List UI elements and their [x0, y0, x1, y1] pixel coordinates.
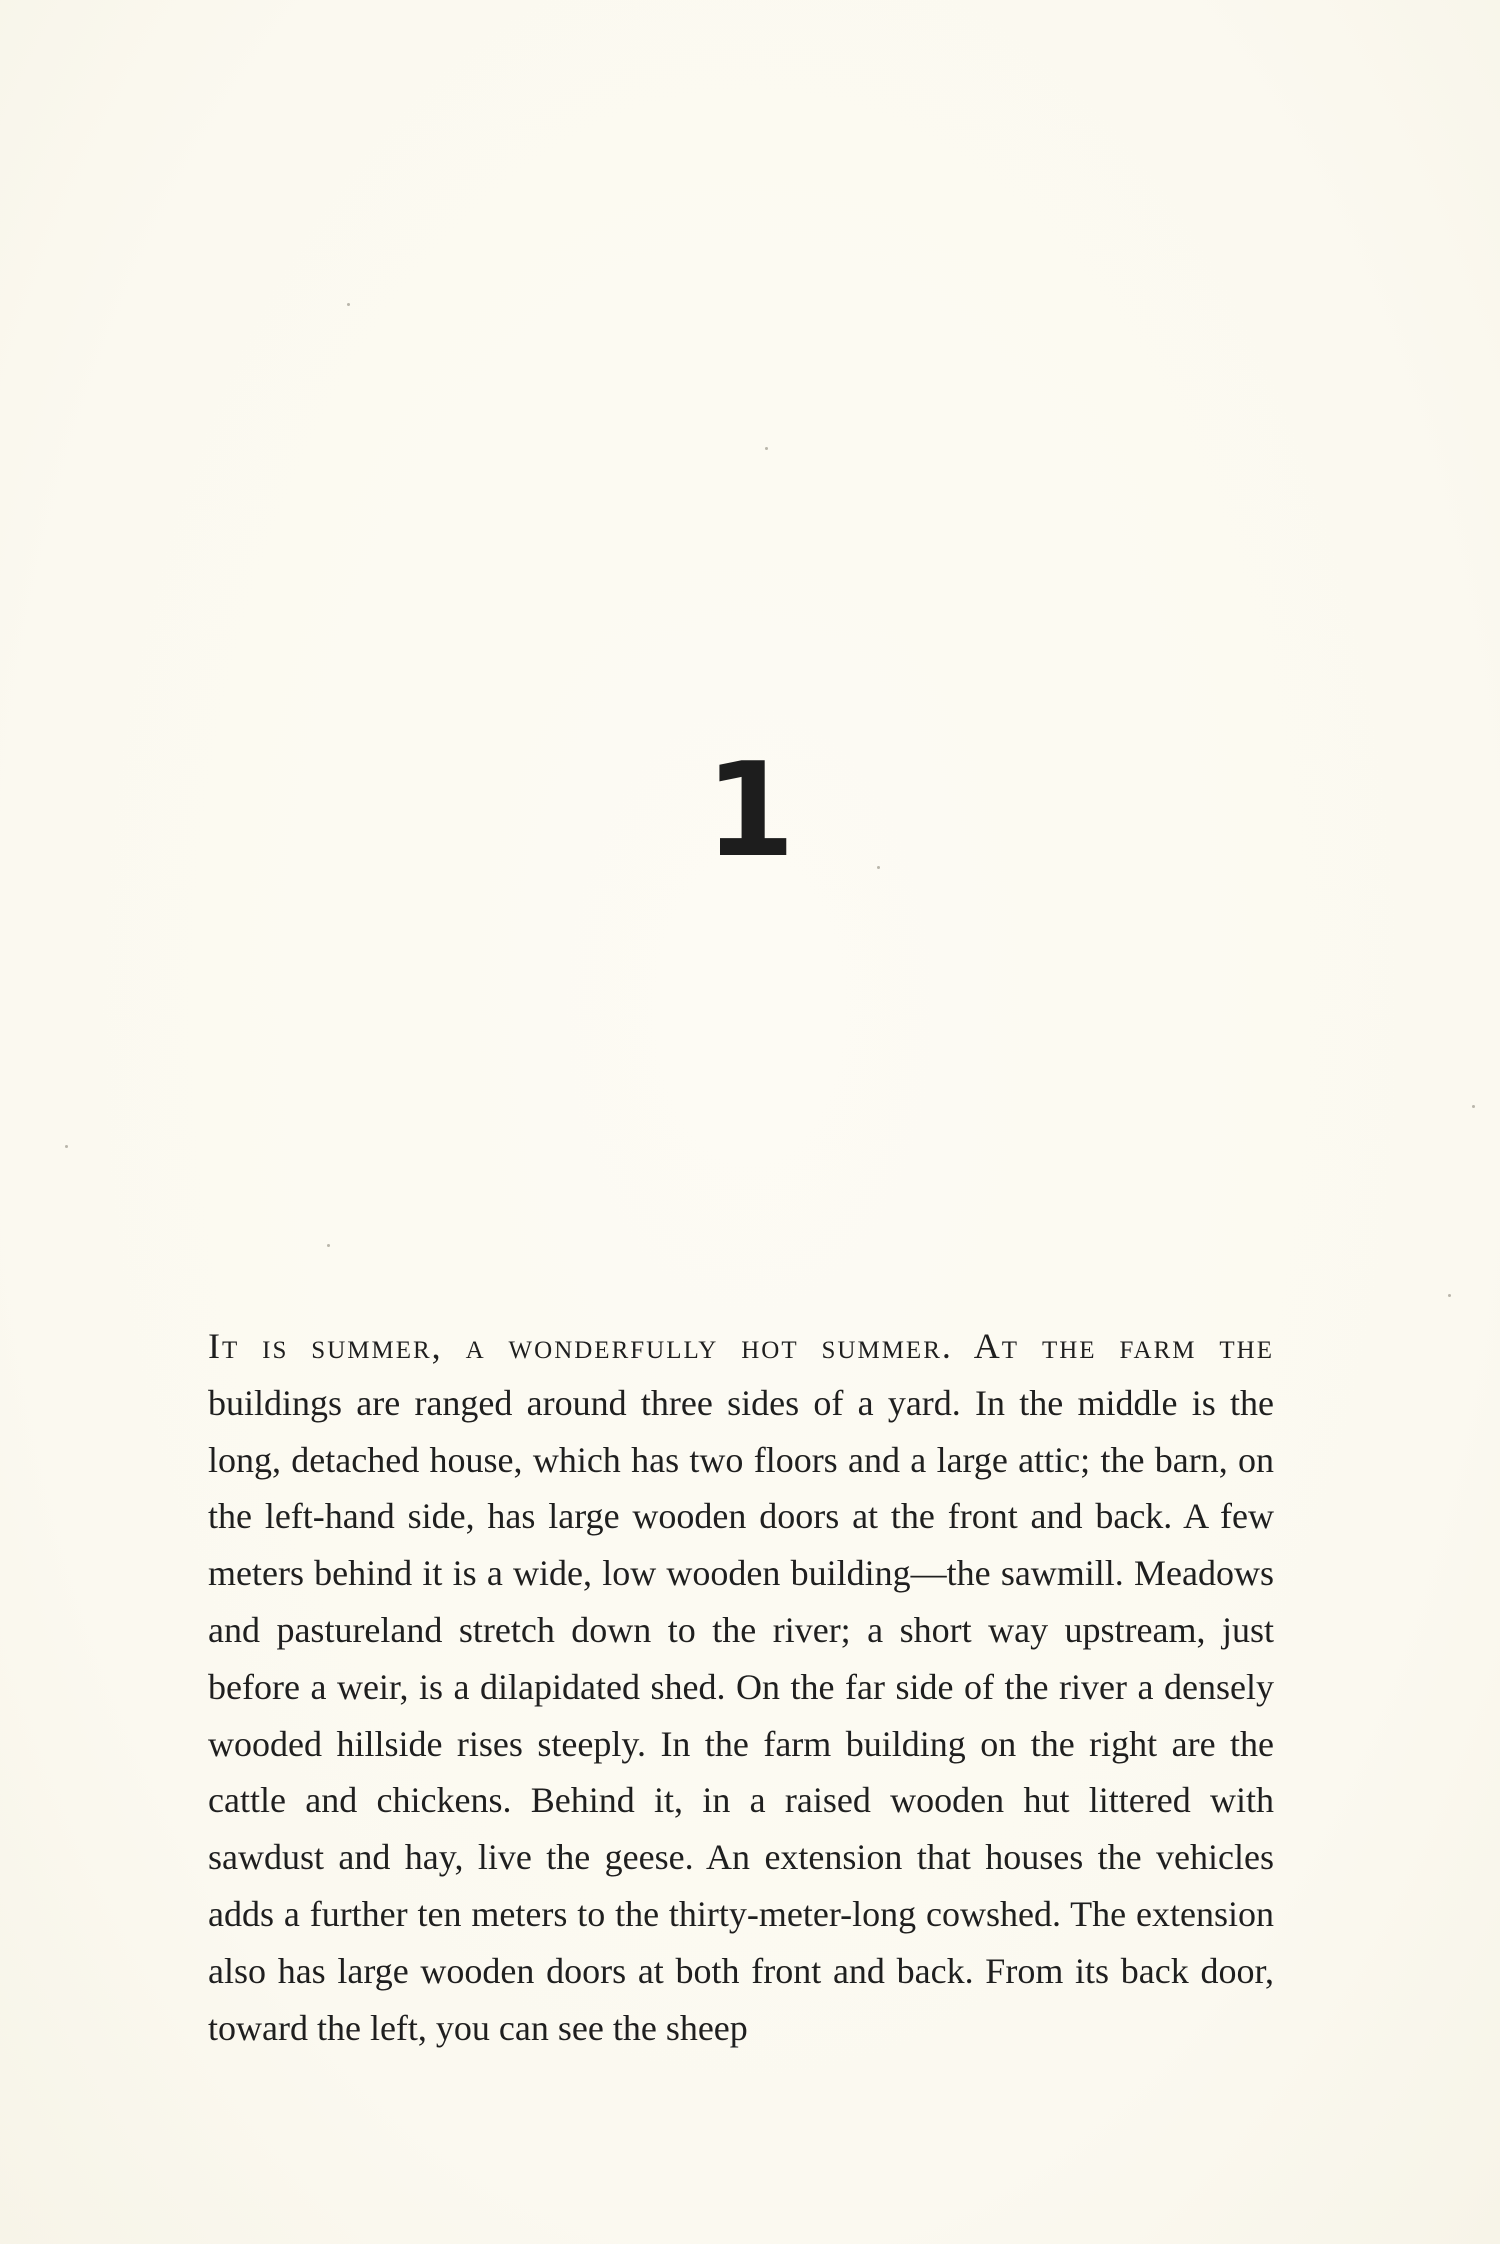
- paper-speck: [327, 1244, 330, 1247]
- chapter-lead-in: It is summer, a wonderfully hot summer. At the farm the: [208, 1326, 1274, 1366]
- chapter-body-text: [208, 1318, 1274, 2056]
- paper-speck: [1472, 1105, 1475, 1108]
- paper-speck: [1448, 1294, 1451, 1297]
- paper-speck: [347, 303, 350, 306]
- chapter-paragraph: buildings are ranged around three sides of a yard. In the middle is the long, detached house, which has two floors and a large attic; the barn, on the left-hand side, has large wooden doors at the front and back. A few meters behind it is a wide, low wooden building—the sawmill. Meadows and pastureland stretch down to the river; a short way upstream, just before a weir, is a dilapidated shed. On the far side of the river a densely wooded hillside rises steeply. In the farm building on the right are the cattle and chickens. Behind it, in a raised wooden hut littered with sawdust and hay, live the geese. An extension that houses the vehicles adds a further ten meters to the thirty-meter-long cowshed. The extension also has large wooden doors at both front and back. From its back door, toward the left, you can see the sheep: [208, 1382, 1274, 2048]
- chapter-number: 1: [704, 734, 796, 886]
- paper-speck: [765, 447, 768, 450]
- paper-speck: [65, 1145, 68, 1148]
